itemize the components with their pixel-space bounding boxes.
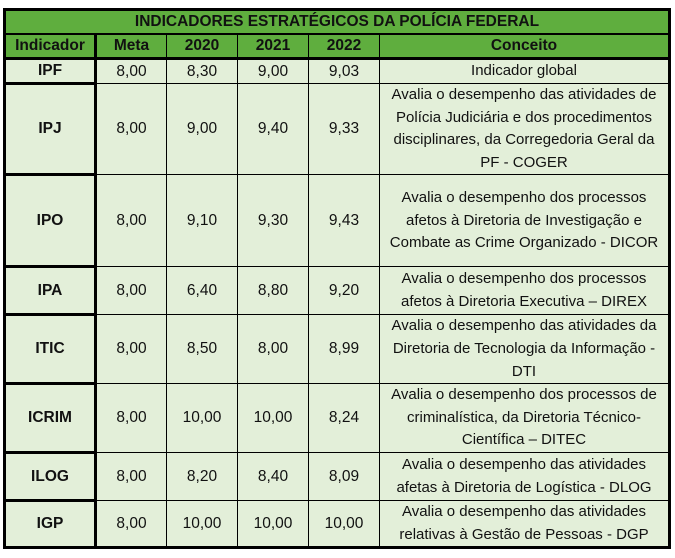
cell-conceito: Avalia o desempenho das atividades da Diretoria de Tecnologia da Informação - DTI (380, 315, 670, 384)
table-row (5, 84, 670, 175)
cell-2020: 6,40 (167, 267, 238, 315)
cell-meta: 8,00 (96, 175, 167, 267)
table-row (5, 59, 670, 84)
indicators-table (3, 8, 671, 549)
cell-meta: 8,00 (96, 315, 167, 384)
cell-2022: 10,00 (309, 501, 380, 548)
cell-2020: 9,00 (167, 84, 238, 175)
column-header-meta: Meta (96, 34, 167, 59)
table-title: INDICADORES ESTRATÉGICOS DA POLÍCIA FEDERAL (5, 10, 670, 35)
cell-indicador: IPO (5, 175, 96, 267)
cell-2020: 8,20 (167, 453, 238, 501)
column-header-indicador: Indicador (5, 34, 96, 59)
cell-conceito: Avalia o desempenho dos processos de criminalística, da Diretoria Técnico-Científica – DITEC (380, 384, 670, 453)
cell-indicador: IPJ (5, 84, 96, 175)
cell-2020: 8,50 (167, 315, 238, 384)
cell-2022: 9,20 (309, 267, 380, 315)
table-row (5, 501, 670, 548)
cell-2020: 9,10 (167, 175, 238, 267)
cell-2022: 8,99 (309, 315, 380, 384)
column-header-2021: 2021 (238, 34, 309, 59)
cell-conceito: Indicador global (380, 59, 670, 84)
cell-2022: 9,43 (309, 175, 380, 267)
cell-indicador: ICRIM (5, 384, 96, 453)
cell-conceito: Avalia o desempenho dos processos afetos à Diretoria Executiva – DIREX (380, 267, 670, 315)
cell-2021: 9,30 (238, 175, 309, 267)
cell-2022: 9,33 (309, 84, 380, 175)
cell-2021: 9,00 (238, 59, 309, 84)
column-header-2020: 2020 (167, 34, 238, 59)
cell-2021: 8,40 (238, 453, 309, 501)
cell-2021: 10,00 (238, 501, 309, 548)
cell-meta: 8,00 (96, 84, 167, 175)
cell-meta: 8,00 (96, 501, 167, 548)
table-title-row (5, 10, 670, 35)
cell-indicador: ITIC (5, 315, 96, 384)
cell-meta: 8,00 (96, 267, 167, 315)
cell-conceito: Avalia o desempenho dos processos afetos à Diretoria de Investigação e Combate as Crime Organizado - DICOR (380, 175, 670, 267)
cell-conceito: Avalia o desempenho das atividades relativas à Gestão de Pessoas - DGP (380, 501, 670, 548)
cell-conceito: Avalia o desempenho das atividades afetas à Diretoria de Logística - DLOG (380, 453, 670, 501)
cell-indicador: ILOG (5, 453, 96, 501)
cell-meta: 8,00 (96, 384, 167, 453)
table-row (5, 175, 670, 267)
column-header-row (5, 34, 670, 59)
cell-2022: 9,03 (309, 59, 380, 84)
cell-2020: 10,00 (167, 501, 238, 548)
cell-conceito: Avalia o desempenho das atividades de Polícia Judiciária e dos procedimentos disciplinares, da Corregedoria Geral da PF - COGER (380, 84, 670, 175)
cell-2020: 8,30 (167, 59, 238, 84)
cell-indicador: IGP (5, 501, 96, 548)
column-header-2022: 2022 (309, 34, 380, 59)
table-row (5, 267, 670, 315)
cell-2021: 9,40 (238, 84, 309, 175)
cell-indicador: IPF (5, 59, 96, 84)
cell-2020: 10,00 (167, 384, 238, 453)
cell-meta: 8,00 (96, 453, 167, 501)
cell-2021: 10,00 (238, 384, 309, 453)
cell-2021: 8,80 (238, 267, 309, 315)
cell-meta: 8,00 (96, 59, 167, 84)
indicators-table-container (3, 8, 671, 549)
table-row (5, 384, 670, 453)
cell-2022: 8,24 (309, 384, 380, 453)
table-row (5, 453, 670, 501)
table-row (5, 315, 670, 384)
cell-indicador: IPA (5, 267, 96, 315)
cell-2022: 8,09 (309, 453, 380, 501)
column-header-conceito: Conceito (380, 34, 670, 59)
cell-2021: 8,00 (238, 315, 309, 384)
